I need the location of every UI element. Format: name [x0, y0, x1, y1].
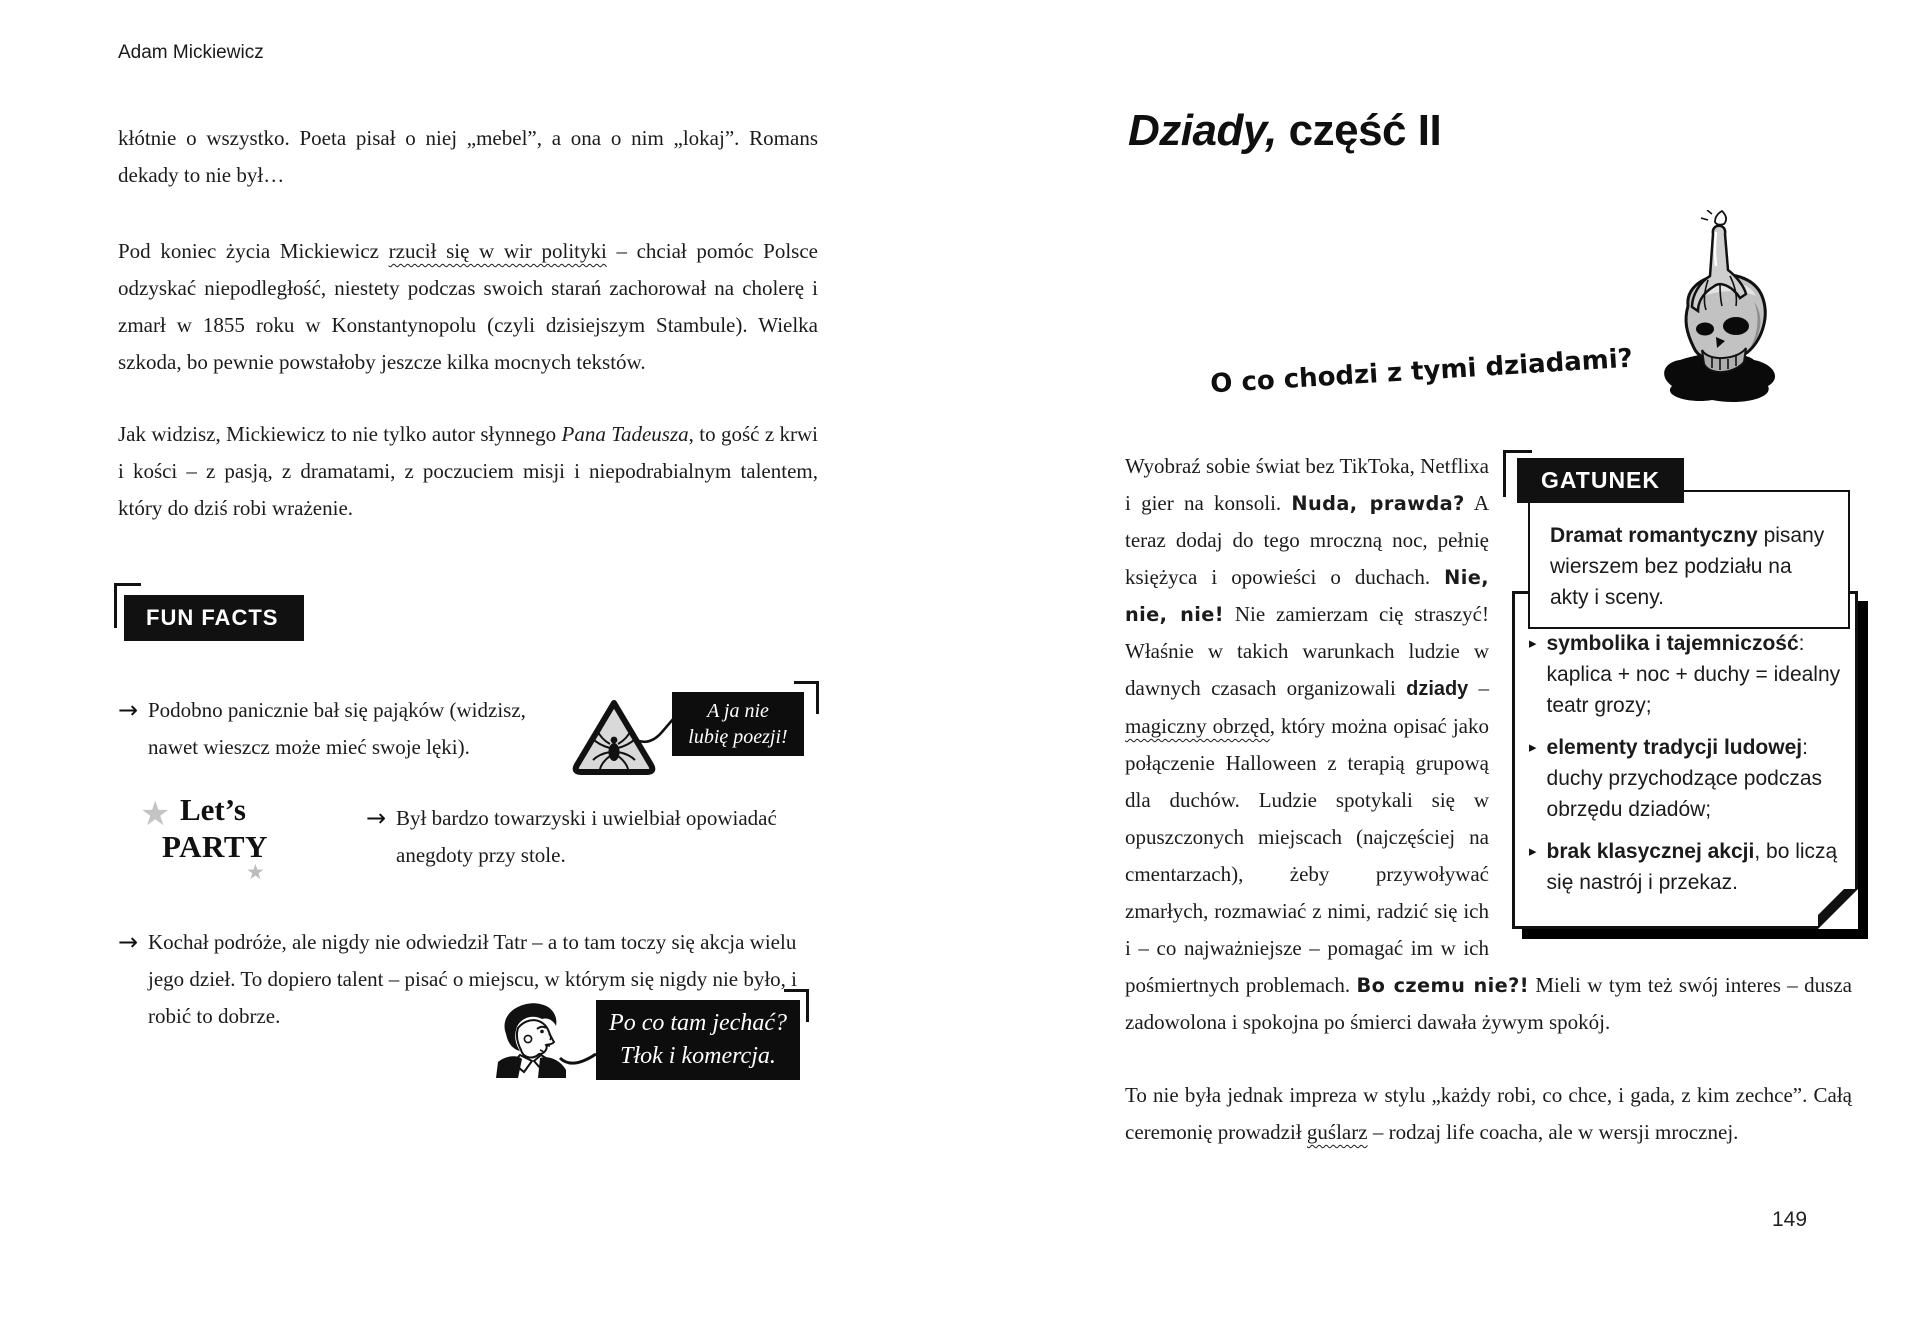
speech-bubble-line: Po co tam jechać?	[609, 1010, 787, 1036]
list-item	[1529, 836, 1841, 898]
star-icon: ★	[140, 794, 171, 834]
lets-party-word: PARTY	[162, 829, 268, 864]
lets-party-word: Let’s	[180, 792, 246, 827]
fact-text: Był bardzo towarzyski i uwielbiał opowiadać anegdoty przy stole.	[396, 806, 777, 867]
paragraph: To nie była jednak impreza w stylu „każdy robi, co chce, i gada, z kim zechce”. Całą ceremonię prowadził guślarz – rodzaj life coacha, ale w wersji mrocznej.	[1125, 1083, 1852, 1144]
arrow-right-icon: →	[118, 696, 139, 724]
corner-bracket-decoration	[794, 681, 819, 714]
list-item-text: brak klasycznej akcji, bo liczą się nastrój i przekaz.	[1546, 840, 1838, 894]
arrow-right-icon: →	[366, 804, 387, 832]
handwritten-question: O co chodzi z tymi dziadami?	[1209, 343, 1634, 400]
triangle-bullet-icon: ▸	[1529, 738, 1537, 756]
genre-features-box	[1512, 591, 1858, 929]
speech-bubble-tail	[634, 714, 676, 746]
main-text-block	[1125, 448, 1852, 1151]
gatunek-heading: GATUNEK	[1517, 458, 1684, 503]
page-number: 149	[1772, 1208, 1808, 1231]
corner-bracket-decoration	[784, 989, 809, 1022]
paragraph: Pod koniec życia Mickiewicz rzucił się w wir polityki – chciał pomóc Polsce odzyskać niepodległość, niestety podczas swoich starań zachorował na cholerę i zmarł w 1855 roku w Konstantynopolu (czyli dzisiejszym Stambule). Wielka szkoda, bo pewnie powstałoby jeszcze kilka mocnych tekstów.	[118, 239, 818, 374]
triangle-bullet-icon: ▸	[1529, 842, 1537, 860]
fact-text: Kochał podróże, ale nigdy nie odwiedził Tatr – a to tam toczy się akcja wielu jego dzieł. To dopiero talent – pisać o miejscu, w którym się nigdy nie było, i robić to dobrze.	[148, 930, 798, 1028]
paragraph: Jak widzisz, Mickiewicz to nie tylko autor słynnego Pana Tadeusza, to gość z krwi i kości – z pasją, z dramatami, z poczuciem misji i niepodrabialnym talentem, który do dziś robi wrażenie.	[118, 422, 818, 520]
chapter-title: Dziady, część II	[1128, 106, 1442, 155]
triangle-bullet-icon: ▸	[1529, 634, 1537, 652]
speech-bubble-tail	[556, 1038, 598, 1070]
lets-party-decoration	[140, 792, 320, 896]
paragraph: kłótnie o wszystko. Poeta pisał o niej „mebel”, a ona o nim „lokaj”. Romans dekady to nie był…	[118, 126, 818, 187]
list-item-text: elementy tradycji ludowej: duchy przychodzące podczas obrzędu dziadów;	[1546, 736, 1823, 821]
folded-corner-decoration	[1818, 889, 1858, 929]
fact-text: Podobno panicznie bał się pająków (widzisz, nawet wieszcz może mieć swoje lęki).	[148, 698, 526, 759]
list-item	[1529, 732, 1841, 825]
speech-bubble-line: lubię poezji!	[688, 726, 788, 748]
running-header: Adam Mickiewicz	[118, 42, 264, 63]
skull-candle-illustration	[1650, 210, 1790, 410]
genre-definition-box: Dramat romantyczny pisany wierszem bez podziału na akty i sceny.	[1528, 490, 1850, 629]
paragraph: Wyobraź sobie świat bez TikToka, Netflixa i gier na konsoli. Nuda, prawda? A teraz dodaj do tego mroczną noc, pełnię księżyca i opowieści o duchach. Nie, nie, nie! Nie zamierzam cię straszyć! Właśnie w takich warunkach ludzie w dawnych czasach organizowali dziady – magiczny obrzęd, który można opisać jako połączenie Halloween z terapią grupową dla duchów. Ludzie spotykali się w opuszczonych miejscach (najczęściej na cmentarzach), żeby przywoływać zmarłych, rozmawiać z nimi, radzić się ich i – co najważniejsze – pomagać im w ich pośmiertnych problemach. Bo czemu nie?! Mieli w tym też swój interes – dusza zadowolona i spokojna po śmierci dawała żywym spokój.	[1125, 454, 1852, 1034]
fun-facts-heading: FUN FACTS	[124, 595, 304, 641]
speech-bubble	[672, 692, 804, 756]
arrow-right-icon: →	[118, 928, 139, 956]
speech-bubble	[596, 1000, 800, 1080]
list-item	[1529, 628, 1841, 721]
speech-bubble-line: A ja nie	[707, 700, 769, 722]
list-item-text: symbolika i tajemniczość: kaplica + noc + duchy = idealny teatr grozy;	[1546, 632, 1841, 717]
fact-item	[118, 692, 573, 766]
star-icon: ★	[246, 860, 265, 884]
gatunek-sidebar	[1503, 446, 1868, 948]
speech-bubble-line: Tłok i komercja.	[620, 1043, 776, 1069]
fact-item	[366, 800, 836, 874]
